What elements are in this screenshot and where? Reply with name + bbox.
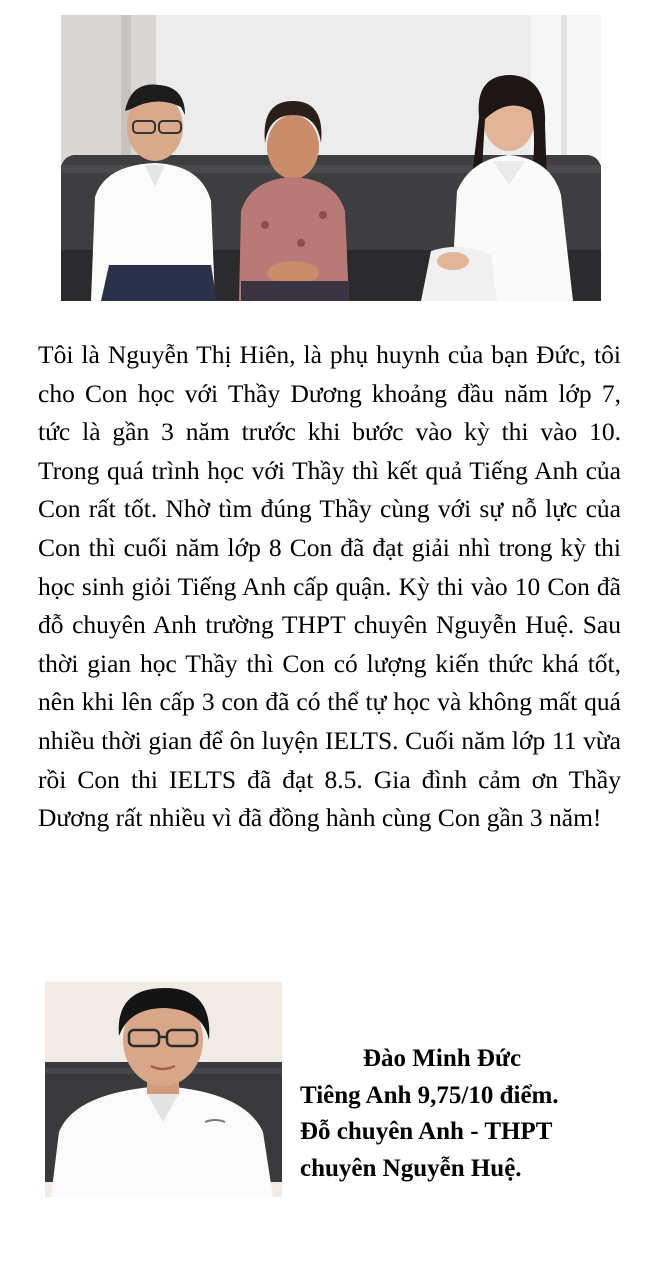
student-school-line-2: chuyên Nguyễn Huệ. bbox=[300, 1154, 522, 1182]
testimonial-text: Tôi là Nguyễn Thị Hiên, là phụ huynh của bạn Đức, tôi cho Con học với Thầy Dương khoảng đầu năm lớp 7, tức là gần 3 năm trước khi bước vào kỳ thi vào 10. Trong quá trình học với Thầy thì kết quả Tiếng Anh của Con rất tốt. Nhờ tìm đúng Thầy cùng với sự nỗ lực của Con thì cuối năm lớp 8 Con đã đạt giải nhì trong kỳ thi học sinh giỏi Tiếng Anh cấp quận. Kỳ thi vào 10 Con đã đỗ chuyên Anh trường THPT chuyên Nguyễn Huệ. Sau thời gian học Thầy thì Con có lượng kiến thức khá tốt, nên khi lên cấp 3 con đã có thể tự học và không mất quá nhiều thời gian để ôn luyện IELTS. Cuối năm lớp 11 vừa rồi Con thi IELTS đã đạt 8.5. Gia đình cảm ơn Thầy Dương rất nhiều vì đã đồng hành cùng Con gần 3 năm! bbox=[38, 340, 621, 833]
student-school-line-1: Đỗ chuyên Anh - THPT bbox=[300, 1118, 553, 1145]
student-portrait-photo bbox=[45, 982, 282, 1197]
interview-photo bbox=[61, 15, 601, 301]
student-name: Đào Minh Đức bbox=[363, 1045, 522, 1072]
student-score: Tiêng Anh 9,75/10 điểm. bbox=[300, 1081, 559, 1109]
student-caption bbox=[300, 1041, 640, 1187]
